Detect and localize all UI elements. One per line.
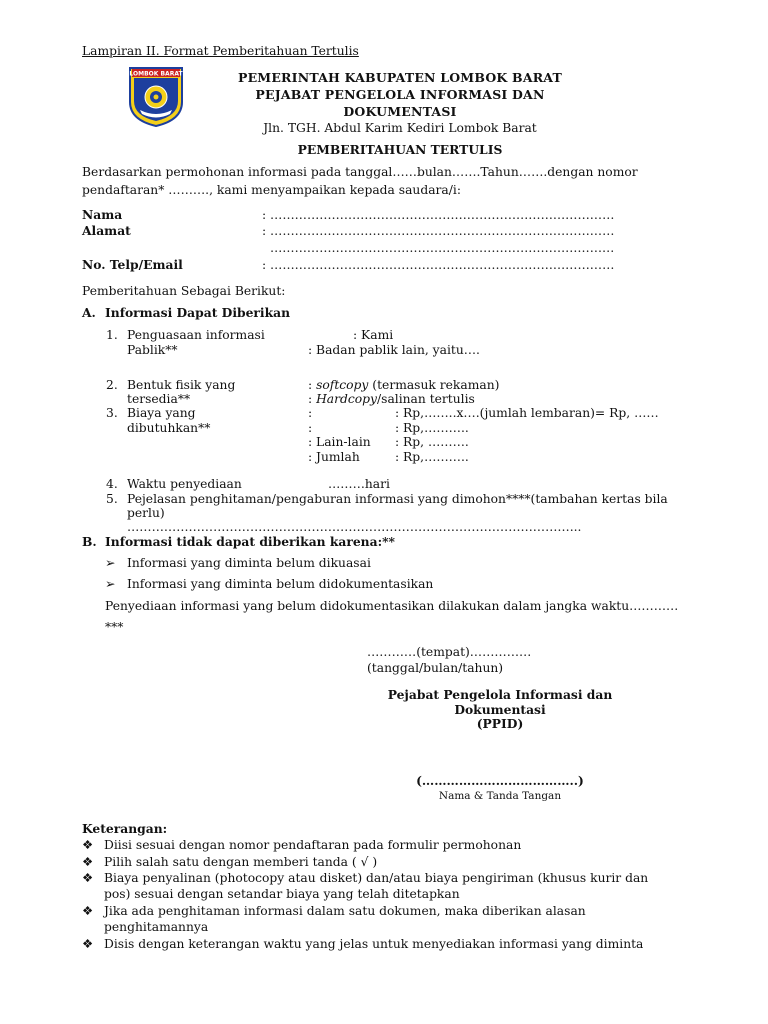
bullet-icon: ❖ [82,871,94,885]
header-line3: DOKUMENTASI [343,104,457,119]
item3-lain-lain: : Lain-lain [308,435,371,449]
arrow-icon: ➢ [105,556,116,570]
note-1: Diisi sesuai dengan nomor pendaftaran pada formulir permohonan [104,838,522,852]
item2-value-b [308,392,475,407]
header-line1: PEMERINTAH KABUPATEN LOMBOK BARAT [237,70,563,85]
telp-field: : ………………………………………………………………………… [262,258,615,272]
item3-label-b: dibutuhkan** [127,421,211,435]
softcopy-term: softcopy [316,378,369,392]
note-5: Disis dengan keterangan waktu yang jelas untuk menyediakan informasi yang diminta [104,937,644,951]
item4-value: ………hari [328,477,390,491]
section-a-title: Informasi Dapat Diberikan [105,305,291,320]
item1-value-a: : Kami [353,328,394,342]
official-title-1: Pejabat Pengelola Informasi dan [387,687,613,702]
header-address: Jln. TGH. Abdul Karim Kediri Lombok Barat [263,121,537,135]
signature-caption: Nama & Tanda Tangan [438,790,562,802]
note-4-line2: penghitamannya [104,920,209,934]
note-3-line1: Biaya penyalinan (photocopy atau disket) dan/atau biaya pengiriman (khusus kurir dan [104,871,649,885]
note-4-line1: Jika ada penghitaman informasi dalam satu dokumen, maka diberikan alasan [104,904,586,918]
item1-number: 1. [106,328,118,342]
section-b-letter: B. [82,534,97,549]
notice-intro: Pemberitahuan Sebagai Berikut: [82,284,286,298]
bullet-icon: ❖ [82,904,94,918]
item4-number: 4. [106,477,118,491]
section-b-provision: Penyediaan informasi yang belum didokumentasikan dilakukan dalam jangka waktu………… [105,599,679,613]
colon-prefix: : [308,392,317,406]
telp-label: No. Telp/Email [82,257,183,272]
attachment-title: Lampiran II. Format Pemberitahuan Tertulis [82,44,359,58]
item5-line1: Pejelasan penghitaman/pengaburan informasi yang dimohon****(tambahan kertas bila [127,492,668,506]
nama-label: Nama [82,207,123,222]
intro-line2: pendaftaran* ………., kami menyampaikan kepada saudara/i: [82,183,461,197]
alamat-label: Alamat [82,223,131,238]
official-title-3: (PPID) [476,716,524,731]
hardcopy-suffix: /salinan tertulis [376,392,475,406]
place-field: …………(tempat)…………… [367,645,532,659]
note-2: Pilih salah satu dengan memberi tanda ( √ ) [104,855,378,869]
item1-label-a: Penguasaan informasi [127,328,265,342]
hardcopy-term: Hardcopy [316,392,377,406]
date-field: (tanggal/bulan/tahun) [367,661,504,675]
item5-line2: perlu) [127,506,165,520]
bullet-icon: ❖ [82,838,94,852]
bullet-icon: ❖ [82,855,94,869]
item2-value-a [308,378,499,393]
intro-line1: Berdasarkan permohonan informasi pada tanggal……bulan…….Tahun…….dengan nomor [82,165,638,179]
arrow-icon: ➢ [105,577,116,591]
alamat-field-line2: ………………………………………………………………………… [270,241,615,255]
item1-label-b: Pablik** [127,343,178,357]
logo-label: LOMBOK BARAT [129,70,183,78]
item2-label-a: Bentuk fisik yang [127,378,236,392]
note-3-line2: pos) sesuai dengan setandar biaya yang telah ditetapkan [104,887,460,901]
item2-label-b: tersedia** [127,392,191,406]
section-b-item1: Informasi yang diminta belum dikuasai [127,556,371,570]
doc-title: PEMBERITAHUAN TERTULIS [297,142,503,157]
softcopy-suffix: (termasuk rekaman) [368,378,500,392]
item3-colon-a: : [308,406,313,420]
section-a-letter: A. [82,305,96,320]
colon-prefix: : [308,378,317,392]
item3-label-a: Biaya yang [127,406,196,420]
header-line2: PEJABAT PENGELOLA INFORMASI DAN [255,87,545,102]
cost-b: : Rp,……….. [395,421,469,435]
item3-number: 3. [106,406,118,420]
section-b-item2: Informasi yang diminta belum didokumentasikan [127,577,434,591]
official-title-2: Dokumentasi [454,702,546,717]
signature-name-line: (………………………………..) [416,773,584,788]
alamat-field: : ………………………………………………………………………… [262,224,615,238]
notes-title: Keterangan: [82,821,168,836]
item2-number: 2. [106,378,118,392]
cost-other: : Rp, ………. [395,435,469,449]
section-b-stars: *** [105,620,124,634]
lombok-barat-logo [128,66,184,128]
bullet-icon: ❖ [82,937,94,951]
item3-jumlah: : Jumlah [308,450,360,464]
item1-value-b: : Badan pablik lain, yaitu…. [308,343,480,357]
cost-total: : Rp,……….. [395,450,469,464]
section-b-title: Informasi tidak dapat diberikan karena:** [105,534,395,549]
item5-number: 5. [106,492,118,506]
item4-label: Waktu penyediaan [127,477,242,491]
item3-colon-b: : [308,421,313,435]
nama-field: : ………………………………………………………………………… [262,208,615,222]
cost-per-sheet: : Rp,……..x….(jumlah lembaran)= Rp, …… [395,406,659,420]
item5-dots: ………………………………………………………………………………………………... [127,520,582,534]
